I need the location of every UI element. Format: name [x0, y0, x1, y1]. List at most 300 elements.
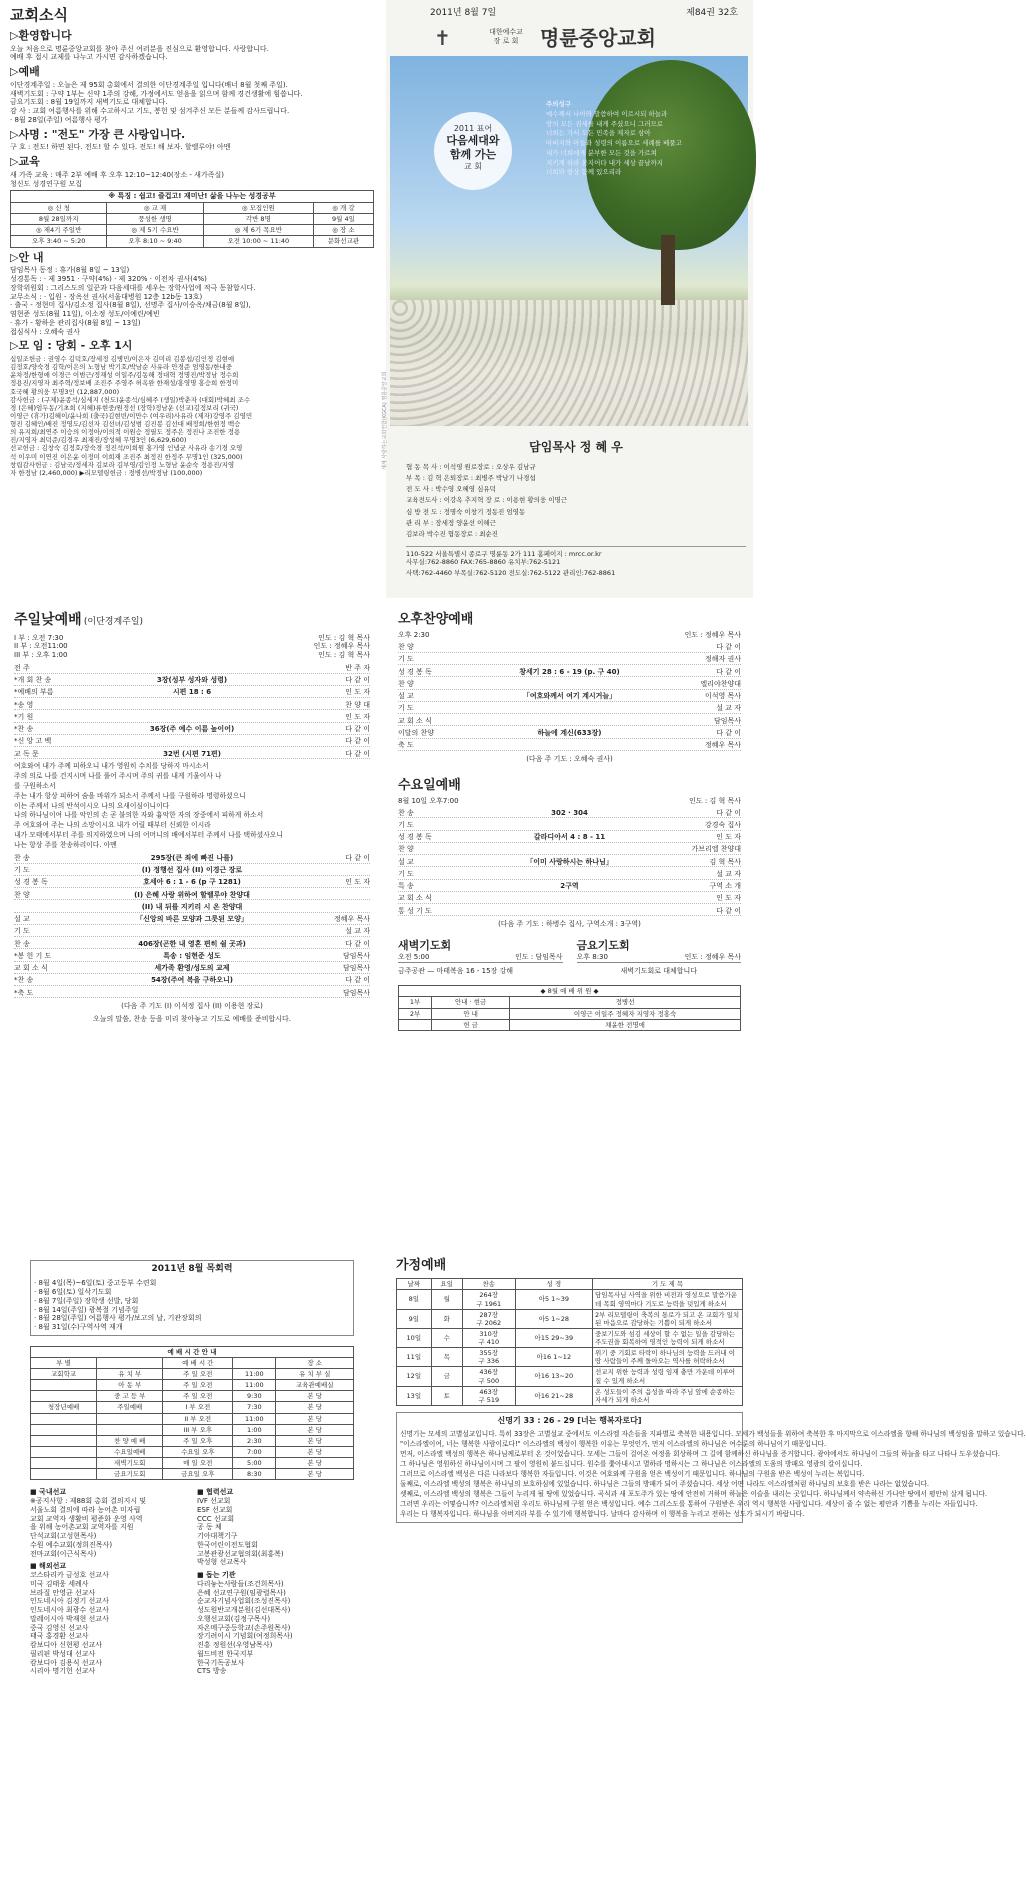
order-part: 성 경 봉 독 [398, 667, 432, 676]
cover-verse [546, 100, 746, 178]
notice-line: 접심식사 : 오혜숙 권사 [10, 327, 80, 336]
home-cell: 아16 21~28 [515, 1386, 592, 1405]
service-leader: 인도 : 김 혁 목사 [318, 633, 370, 642]
sunday-order-list-2 [14, 854, 370, 999]
schedule-cell: 8:30 [233, 1469, 276, 1480]
motto-line-1: 다음세대와 [446, 134, 500, 147]
order-part: 통 성 기 도 [398, 906, 432, 915]
welcome-heading: ▷환영합니다 [10, 28, 72, 42]
order-item [398, 858, 741, 868]
order-part: *송 영 [14, 700, 34, 709]
order-part: *예배의 부름 [14, 688, 54, 697]
service-leader: 인도 : 정혜우 목사 [313, 642, 370, 651]
domestic-mission-item: 전마교회(이근식목사) [30, 1549, 97, 1558]
afternoon-title: 오후찬양예배 [398, 612, 474, 627]
order-content: 32번 (시편 71편) [163, 749, 221, 758]
home-worship-panel [386, 1250, 1026, 1877]
order-leader: 반 주 자 [345, 663, 370, 672]
home-cell: 12일 [397, 1367, 432, 1386]
order-part: 찬 양 [398, 845, 414, 854]
help-orgs-title: ■ 돕는 기관 [197, 1571, 236, 1579]
friday-leader: 인도 : 정혜우 목사 [684, 952, 741, 961]
order-content [458, 821, 681, 830]
dawn-prayer-block [398, 939, 563, 975]
home-cell: 아15 29~39 [515, 1328, 592, 1347]
worship-item: 감 사 : 교회 여름행사를 위해 수고하시고 기도, 봉헌 및 섬겨주신 모든 분들께 감사드립니다. [10, 107, 290, 115]
tree-trunk-image [661, 235, 675, 305]
edu-cell: 8월 28일까지 [11, 214, 107, 225]
home-head-cell: 요일 [431, 1279, 462, 1290]
order-part: 성 경 봉 독 [14, 878, 48, 887]
order-part: *축 도 [14, 988, 34, 997]
notice-line: 담임목사 동정 : 휴가(8월 8일 ~ 13일) [10, 266, 130, 275]
sermon-paragraph: 신명기는 모세의 고별설교입니다. 특히 33장은 고별설교 중에서도 이스라엘 자손들을 지파별로 축복한 내용입니다. 모세가 백성들을 위하여 축복한 후 마지막으로 이스라엘을 향해 하나님의 백성임을 말하고 있습니다. [400, 1429, 1026, 1438]
verse-line: 아버지와 아들과 성령의 이름으로 세례를 베풀고 [546, 139, 682, 147]
help-org-item: 월드비전 한국지부 [197, 1649, 254, 1658]
sunday-worship-panel [0, 604, 384, 1244]
order-item [14, 664, 370, 674]
order-item [14, 952, 370, 962]
order-part: *개 회 찬 송 [14, 676, 52, 684]
wednesday-next-prayer: (다음 주 기도 : 하병수 집사, 구역소개 : 3구역) [498, 920, 641, 929]
order-item [14, 915, 370, 925]
home-head-cell: 기 도 제 목 [593, 1279, 743, 1290]
order-item [14, 750, 370, 760]
motto-line-3: 교 회 [464, 161, 482, 171]
order-content: 세가족 환영/성도의 교제 [154, 964, 230, 973]
order-item [14, 676, 370, 686]
order-content: 54장(주여 복을 구하오니) [151, 976, 233, 985]
edu-cell: 9월 4일 [313, 214, 373, 225]
order-leader: 다 같 이 [345, 853, 370, 862]
afternoon-meta [398, 631, 741, 640]
schedule-cell: 1:00 [233, 1424, 276, 1435]
schedule-cell: 주일예배 [97, 1402, 163, 1413]
august-service-row [399, 997, 741, 1008]
coop-missions-title: ■ 협력선교 [197, 1488, 234, 1497]
home-head-cell: 날짜 [397, 1279, 432, 1290]
order-part: *신 앙 고 백 [14, 737, 52, 746]
wednesday-leader: 인도 : 김 혁 목사 [689, 796, 741, 805]
dawn-time: 오전 5:00 [398, 952, 430, 961]
sermon-paragraph: 셋째로, 이스라엘 백성의 행복은 그들이 누리게 될 땅에 있었습니다. 곡식과 새 포도주가 있는 땅에 안전히 거하며 하늘은 이슬을 내리는 곳입니다. 하나님께서 약속하신 가나안 땅에서 평안히 살게 됩니다. [400, 1490, 988, 1499]
domestic-missions-title: ■ 국내선교 [30, 1488, 67, 1497]
domestic-mission-item: ※공지사항 : 제88회 총회 결의지시 및 [30, 1497, 147, 1505]
edu-head-cell: ◎ 신 청 [11, 203, 107, 214]
schedule-cell: 본 당 [276, 1469, 354, 1480]
offering-line: 호국혜 황의웅 무명3인 (12,887,000) [10, 387, 120, 396]
domestic-mission-item: 수원 예수교회(정희진목사) [30, 1540, 113, 1549]
home-cell: 310장 구 410 [462, 1328, 515, 1347]
home-cell: 287장 구 2062 [462, 1309, 515, 1328]
order-part: *기 원 [14, 712, 34, 721]
verse-line: 예수께서 나아와 말씀하여 이르시되 하늘과 [546, 109, 668, 118]
order-leader: 인 도 자 [345, 688, 370, 697]
schedule-cell: 11:00 [233, 1413, 276, 1424]
offering-line: 김정호/양숙경 김학/이은의 노형남 박기호/박남순 사유라 안경준 엄영동/한내중 [10, 363, 233, 372]
schedule-cell: 7:30 [233, 1402, 276, 1413]
order-item [398, 870, 741, 880]
edu-head-cell: ◎ 교 재 [107, 203, 203, 214]
order-content: 갈라디아서 4 : 8 - 11 [533, 833, 606, 841]
sermon-paragraph: 둘째로, 이스라엘 백성의 행복은 하나님의 보호하심에 있었습니다. 하나님은 그들의 방패가 되어 주셨습니다. 세상 어떤 나라도 이스라엘처럼 하나님의 보호를 받은 나라는 없었습니다. [400, 1480, 930, 1489]
schedule-cell: I 부 오전 [163, 1402, 233, 1413]
order-leader: 정혜우 목사 [704, 741, 741, 749]
calendar-item: · 8월 28일(주일) 여름행사 평가/보고의 날, 기관장회의 [34, 1314, 202, 1323]
coop-mission-item: 기아대책기구 [197, 1532, 238, 1540]
schedule-cell: 새벽기도회 [97, 1458, 163, 1469]
coop-mission-item: CCC 선교회 [197, 1514, 235, 1523]
order-part: 기 도 [398, 869, 414, 878]
order-item [398, 809, 741, 819]
church-news-panel [0, 0, 384, 598]
order-content: 호세아 6 : 1 - 6 (p 구 1281) [143, 878, 241, 887]
august-service-cell: 안내 · 현금 [432, 997, 510, 1008]
schedule-cell: 금요기도회 [97, 1469, 163, 1480]
home-title: 가정예배 [396, 1258, 447, 1273]
order-part: 찬 송 [14, 853, 30, 862]
order-item [14, 927, 370, 937]
schedule-caption: 예 배 시 간 안 내 [31, 1346, 354, 1357]
help-org-item: 다리놓는사람들(조건희목사) [197, 1579, 284, 1588]
domestic-mission-item: 을 위해 농어촌교회 교역자를 지원 [30, 1523, 134, 1532]
order-content: 295장(큰 죄에 빠진 나를) [150, 853, 234, 862]
calendar-panel [0, 1250, 384, 1877]
order-content: 302 · 304 [551, 808, 588, 817]
notice-line: · 휴가 - 황하운 관리집사(8월 8일 ~ 13일) [10, 318, 141, 327]
home-cell: 264장 구 1961 [462, 1290, 515, 1309]
missions-right [197, 1488, 354, 1676]
overseas-mission-item: 캄보디아 신현평 선교사 [30, 1641, 103, 1649]
order-content: 창세기 28 : 6 - 19 (p. 구 40) [519, 667, 620, 676]
home-cell: 토 [431, 1386, 462, 1405]
schedule-cell [31, 1391, 97, 1402]
schedule-head-cell: 장 소 [276, 1357, 354, 1368]
help-org-item: 순교자기념사업회(조성진목사) [197, 1597, 291, 1606]
schedule-row [31, 1424, 354, 1435]
schedule-cell: 유 치 부 [97, 1369, 163, 1380]
home-row [397, 1309, 743, 1328]
home-cell: 아5 1~39 [515, 1290, 592, 1309]
order-item [398, 907, 741, 917]
sermon-paragraph: 그러므로 이스라엘 백성은 다른 나라보다 행복한 자들입니다. 이것은 여호와께 구원을 얻은 백성이기 때문입니다. 하나님의 구원을 받은 백성이 누리는 복입니다. [400, 1470, 865, 1479]
order-leader: 다 같 이 [716, 667, 741, 676]
august-service-cell: 헌 금 [432, 1019, 510, 1030]
schedule-cell: 2:30 [233, 1435, 276, 1446]
help-org-item: 한국기독공보사 [197, 1658, 245, 1667]
order-leader: 찬 양 대 [345, 700, 370, 709]
order-content [458, 680, 681, 689]
home-cell: 10일 [397, 1328, 432, 1347]
order-item [398, 894, 741, 904]
order-leader: 인 도 자 [345, 712, 370, 721]
edu-time-cell: 오후 3:40 ~ 5:20 [11, 236, 107, 247]
order-content [458, 655, 681, 664]
order-part: 찬 양 [398, 679, 414, 688]
order-leader: 설 교 자 [716, 704, 741, 713]
order-part: 기 도 [14, 866, 30, 875]
order-item [14, 701, 370, 711]
calendar-item: · 8월 31일(수)구역사역 재개 [34, 1323, 123, 1331]
offering-line: 감사헌금 : (구제)윤종석/심세지 (천도)윤종석/심혜주 (생일)박춘자 (대회)박혜최 조수 [10, 395, 251, 404]
schedule-cell: 본 당 [276, 1424, 354, 1435]
home-cell: 목 [431, 1348, 462, 1367]
schedule-cell: II 부 오전 [163, 1413, 233, 1424]
dawn-note: 금주공관 — 마태복음 16 - 15장 강해 [398, 966, 514, 975]
schedule-cell: 교회학교 [31, 1369, 97, 1380]
home-cell: 436장 구 500 [462, 1367, 515, 1386]
sunday-title-row [14, 612, 370, 630]
schedule-row [31, 1380, 354, 1391]
schedule-cell: 5:00 [233, 1458, 276, 1469]
worship-schedule-table [30, 1346, 354, 1481]
worship-item: 이단경계주일 : 오늘은 제 95회 총회에서 결의한 이단경계주일 입니다(배너 8월 첫째 주일). [10, 80, 288, 89]
afternoon-leader: 인도 : 정혜우 목사 [684, 631, 741, 640]
missions-section [30, 1488, 354, 1676]
responsive-reading [14, 762, 370, 851]
sunday-footnote: 오늘의 말씀, 찬송 등을 미리 찾아놓고 기도로 예배를 준비합시다. [92, 1015, 292, 1024]
order-part: *봉 헌 기 도 [14, 951, 52, 960]
offering-line: 형진 김혜인/배진 정영도/김선자 김선녀/김성범 김진봉 김선대 배정희/한현정 백승 [10, 420, 241, 428]
order-item [398, 833, 741, 843]
order-leader: 담임목사 [713, 716, 741, 725]
order-leader: 다 같 이 [716, 728, 741, 737]
order-part: 기 도 [398, 655, 414, 664]
order-content: 하늘에 계신(633장) [537, 728, 602, 737]
edu-head-cell: ◎ 개 강 [313, 203, 373, 214]
service-time: III 부 : 오후 1:00 [14, 651, 68, 659]
education-line: 청신도 성경연구원 모집 [10, 179, 83, 188]
education-list [10, 171, 374, 189]
order-part: 찬 양 [398, 643, 414, 651]
offering-line: 자 한정남 (2,460,000) ▶리모델링헌금 : 정병선/박정남 (100,000) [10, 468, 203, 477]
edu-head-cell: ◎ 모집인원 [203, 203, 313, 214]
schedule-cell: 주 일 오전 [163, 1369, 233, 1380]
responsive-line: 를 구원하소서 [14, 781, 56, 790]
cover-date: 2011년 8월 7일 [430, 8, 497, 18]
notice-line: 성경통독 : · 제 3951 · 구약(4%) · 제 320% · 이전차 권사(4%) [10, 275, 207, 283]
order-item [14, 964, 370, 974]
responsive-line: 주 여호와여 주는 나의 소망이시요 내가 어릴 때부터 신뢰한 이시라 [14, 821, 211, 830]
verse-title: 주의성구 [546, 100, 572, 108]
cover-side-text: 세계 사랑하는교회연합(KGCA) 명륜중앙교회 [382, 371, 388, 470]
order-content [74, 664, 310, 673]
schedule-row [31, 1446, 354, 1457]
order-part: 교 회 소 식 [398, 894, 432, 903]
calendar-item: · 8월 6일(토) 일삭기도회 [34, 1288, 112, 1296]
motto-line-2: 함께 가는 [449, 147, 497, 161]
notice-list [10, 266, 374, 336]
order-leader: 다 같 이 [345, 749, 370, 758]
verse-line: 지키게 하라 볼지어다 내가 세상 끝날까지 [546, 158, 664, 167]
coop-mission-item: 공 동 체 [197, 1523, 222, 1532]
order-content: 특송 : 임현준 성도 [163, 951, 221, 960]
schedule-cell: 11:00 [233, 1380, 276, 1391]
notice-line: · 출국 - 정현미 집사/김소정 집사(8월 8일), 선명주 집사/이승옥/채금(8월 8일), [10, 301, 251, 310]
order-leader: 이석영 목사 [704, 692, 741, 700]
phone-row: 사무실:762-8860 FAX:765-8860 유치부:762-5121 [406, 558, 561, 566]
home-cell: 선교지 위한 능력과 성령 임재 충만 가운데 이루어 질 수 있게 하소서 [593, 1367, 743, 1386]
order-content [458, 894, 681, 903]
schedule-cell: 주 일 오전 [163, 1391, 233, 1402]
order-part: 기 도 [398, 704, 414, 713]
welcome-text [10, 45, 374, 63]
order-content [74, 701, 310, 710]
education-table [10, 202, 374, 248]
ministry-slogan: 구 호 : 전도! 하면 된다. 전도! 할 수 있다. 전도! 해 보자. 할렐루야! 아멘 [10, 143, 231, 152]
august-service-row [399, 1008, 741, 1019]
schedule-cell [97, 1424, 163, 1435]
order-item [14, 713, 370, 723]
help-org-item: 성도원반고개분원(김선대목사) [197, 1606, 291, 1614]
order-leader: 다 같 이 [345, 725, 370, 733]
home-cell: 11일 [397, 1348, 432, 1367]
home-cell: 8일 [397, 1290, 432, 1309]
sunday-title: 주일낮예배 [14, 612, 82, 628]
order-item [14, 891, 370, 901]
home-row [397, 1386, 743, 1405]
ministry-heading: ▷사명 : "전도" 가장 큰 사랑입니다. [10, 127, 186, 141]
sermon-paragraph: 그 하나님은 영원하신 하나님이시며 그 팔이 영원히 붙드십니다. 원수를 쫓아내시고 멸하라 명하시는 그 하나님은 이스라엘의 도움의 방패요 영광의 칼이십니다. [400, 1460, 863, 1469]
welcome-line: 오늘 처음으로 명륜중앙교회를 찾아 주신 여러분을 진심으로 환영합니다. 사랑합니다. [10, 44, 269, 53]
dawn-meta [398, 953, 563, 963]
help-org-item: 은혜 선교연구원(임광렬목사) [197, 1588, 286, 1597]
friday-note: 새벽기도회로 대체합니다 [620, 966, 698, 975]
staff-row: 심 방 전 도 : 정명숙 이창기 정동진 엄영동 [406, 507, 526, 516]
service-time-row [14, 634, 370, 643]
order-part: 이달의 찬양 [398, 728, 435, 737]
staff-row: 김보라 박수진 협동장로 : 최순진 [406, 529, 499, 538]
sermon-paragraph: 우리는 다 행복자입니다. 하나님을 아버지라 부를 수 있기에 행복합니다. 날마다 감사하며 이 행복을 누리고 전하는 성도가 되시기 바랍니다. [400, 1510, 805, 1519]
schedule-cell: 본 당 [276, 1435, 354, 1446]
responsive-line: 여호와여 내가 주께 피하오니 내가 영원히 수치를 당하지 마시소서 [14, 762, 209, 771]
order-content [458, 845, 681, 854]
coop-mission-item: 박성형 선교목사 [197, 1558, 247, 1567]
order-item [14, 940, 370, 950]
order-content [458, 741, 681, 750]
sheep-flock-image [390, 300, 748, 426]
sunday-subtitle: (이단경계주일) [83, 617, 144, 627]
help-org-item: 자온메구중등학교(손주원목사) [197, 1623, 291, 1632]
sunday-times [14, 634, 370, 660]
offering-line: 정용진/지영자 최주혁/정보배 조진주 주영주 허옥완 한재성/홍영명 홍승희 한정미 [10, 379, 239, 388]
order-content: 시편 18 : 6 [172, 688, 212, 697]
edu-time-cell: 오후 8:10 ~ 9:40 [107, 236, 203, 247]
education-table-wrap [10, 190, 374, 247]
schedule-cell [97, 1413, 163, 1424]
worship-item: 새벽기도회 : 구약 1부는 신약 1주의 강해, 가정에서도 얻음을 읽으며 함께 경건생활에 힘씁니다. [10, 89, 303, 98]
service-time-row [14, 642, 370, 651]
home-cell: 2부 리모델링이 축복의 통로가 되고 온 교회가 일치된 마음으로 감당하는 기쁨이 되게 하소서 [593, 1309, 743, 1328]
order-leader [310, 866, 370, 875]
worship-list [10, 81, 374, 125]
home-row [397, 1328, 743, 1347]
august-service-table [398, 985, 741, 1031]
afternoon-order-list [398, 643, 741, 751]
schedule-cell: 11:00 [233, 1369, 276, 1380]
order-item [398, 845, 741, 855]
schedule-row [31, 1369, 354, 1380]
schedule-cell [31, 1446, 97, 1457]
church-address: 110-522 서울특별시 종로구 명륜동 2가 111 홈페이지 : mrcc.or.kr [406, 546, 746, 558]
edu-time-cell: 오전 10:00 ~ 11:40 [203, 236, 313, 247]
other-worship-panel [386, 604, 753, 1244]
coop-mission-item: 고봉관광선교협의회(최홍복) [197, 1549, 284, 1558]
verse-line: 땅의 모든 권세를 내게 주셨으니 그러므로 [546, 119, 664, 128]
order-item [14, 878, 370, 888]
august-service-row [399, 1019, 741, 1030]
afternoon-time: 오후 2:30 [398, 631, 430, 640]
schedule-cell [31, 1469, 97, 1480]
order-item [398, 717, 741, 727]
order-leader: 인 도 자 [716, 894, 741, 903]
sermon-box [396, 1412, 1026, 1523]
notice-line: 교무소식 : · 입원 - 장옥선 권사(서울대병원 12층 12b동 13호) [10, 292, 203, 301]
order-content [74, 927, 310, 936]
order-part: 설 교 [398, 692, 414, 700]
order-content [458, 717, 681, 726]
august-service-cell [399, 1019, 432, 1030]
staff-row: 부 목 : 김 혁 은퇴장로 : 최병주 박낭기 나경섭 [406, 474, 536, 483]
schedule-cell: 청장년예배 [31, 1402, 97, 1413]
order-part: 교 회 소 식 [398, 716, 432, 725]
denomination-line-2: 장 로 회 [493, 37, 519, 46]
sermon-paragraph: 그러면 우리는 어떻습니까? 이스라엘처럼 우리도 하나님께 구원 얻은 백성입니다. 예수 그리스도를 통하여 구원받은 우리 역시 행복한 사람입니다. 세상이 줄 수 없는 평안과 기쁨을 누리는 자들입니다. [400, 1500, 978, 1509]
verse-text [546, 110, 746, 178]
order-leader: 설 교 자 [716, 869, 741, 878]
phone-list [406, 558, 746, 577]
order-item [398, 643, 741, 653]
responsive-line: 이는 주께서 나의 반석이시오 나의 요새이심이니이다 [14, 801, 170, 810]
order-content [458, 870, 681, 879]
order-part: 찬 양 [14, 890, 30, 899]
order-item [14, 737, 370, 747]
home-worship-table [396, 1278, 743, 1406]
offering-list [10, 355, 374, 477]
overseas-mission-item: 인도네시아 최광수 선교사 [30, 1606, 109, 1614]
home-row [397, 1348, 743, 1367]
home-cell: 위기 중 기회로 타락이 하나님의 능력을 드러내 이 땅 사람들이 주께 돌아오는 역사를 허락하소서 [593, 1348, 743, 1367]
offering-line: 이영근 (휴가)김혜이/윤나희 (출국)김현빈/이만수 (여우리)사유라 (제자)강영주 김영민 [10, 411, 253, 420]
sermon-paragraph: 먼저, 이스라엘 백성의 행복은 하나님께로부터 온 것이었습니다. 모세는 그들이 걸어온 여정을 회상하며 그 길에 함께하신 하나님을 증거합니다. 광야에서도 하나님이 그들의 하늘을 타고 나타나 도우셨습니다. [400, 1449, 1001, 1458]
schedule-cell [31, 1380, 97, 1391]
overseas-mission-item: 말레이시아 박재현 선교사 [30, 1614, 109, 1623]
help-org-item: 진흥 정원선(우영남목사) [197, 1641, 273, 1649]
order-leader: 인 도 자 [716, 833, 741, 841]
year-motto-badge [434, 112, 512, 190]
wednesday-meta [398, 797, 741, 806]
schedule-head-cell: 부 별 [31, 1357, 97, 1368]
edu-class-cell: ◎ 장 소 [313, 225, 373, 236]
schedule-cell [31, 1413, 97, 1424]
offering-line: 석 이우미 이연진 이은윤 이정미 이희재 조진주 최정진 한정주 무명1인 (325,000) [10, 452, 243, 461]
edu-class-cell: ◎ 제4기 주일반 [11, 225, 107, 236]
order-part: *찬 송 [14, 725, 34, 733]
order-leader: 담임목사 [342, 988, 370, 997]
order-leader: 구역 소 개 [709, 882, 741, 890]
service-time: II 부 : 오전11:00 [14, 642, 68, 651]
home-row [397, 1367, 743, 1386]
home-cell: 온 성도들이 주의 음성을 따라 주님 앞에 순종하는 자세가 되게 하소서 [593, 1386, 743, 1405]
church-name: 명륜중앙교회 [540, 26, 656, 50]
home-cell: 아16 1~12 [515, 1348, 592, 1367]
calendar-title: 2011년 8월 목회력 [151, 1264, 233, 1274]
denomination [476, 28, 536, 46]
order-item [398, 680, 741, 690]
domestic-mission-item: 서울노회 결의에 따라 농어촌 미자립 [30, 1505, 141, 1514]
overseas-mission-item: 시리아 명기헌 선교사 [30, 1667, 96, 1676]
august-service-cell: 이영근 이일주 정혜자 지영자 정홍숙 [510, 1008, 741, 1019]
